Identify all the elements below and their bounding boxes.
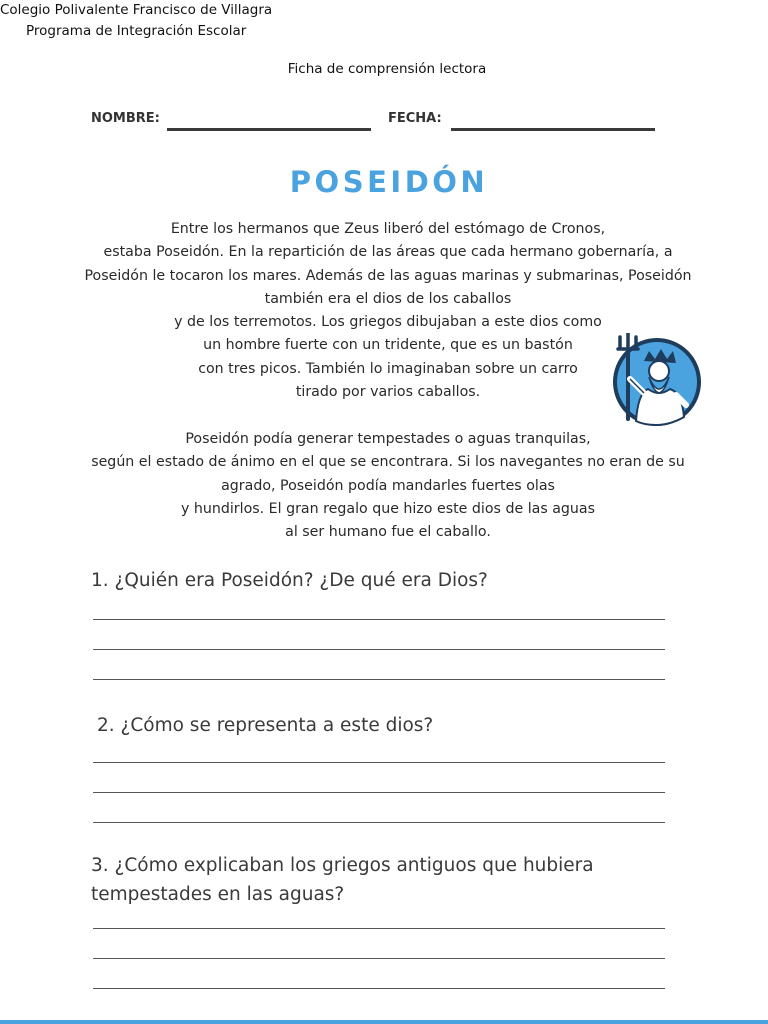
date-field-line[interactable] — [451, 128, 655, 131]
name-field-line[interactable] — [167, 128, 371, 131]
answer-line[interactable] — [93, 792, 665, 793]
paragraph-line: y de los terremotos. Los griegos dibujaban a este dios como — [174, 314, 602, 331]
paragraph-line: según el estado de ánimo en el que se encontrara. Si los navegantes no eran de su — [91, 454, 685, 471]
question-text: 1. ¿Quién era Poseidón? ¿De qué era Dios? — [91, 570, 488, 591]
poseidon-trident-emblem-icon — [608, 333, 702, 427]
paragraph-2 — [60, 428, 716, 544]
question-2 — [97, 711, 433, 740]
answer-line[interactable] — [93, 762, 665, 763]
date-label: FECHA: — [388, 111, 442, 126]
paragraph-line: agrado, Poseidón podía mandarles fuertes olas — [221, 477, 555, 494]
paragraph-line: Poseidón podía generar tempestades o aguas tranquilas, — [185, 431, 591, 447]
answer-line[interactable] — [93, 679, 665, 680]
paragraph-line: al ser humano fue el caballo. — [285, 524, 491, 541]
answer-line[interactable] — [93, 649, 665, 650]
bottom-accent-bar — [0, 1020, 768, 1024]
answer-line[interactable] — [93, 988, 665, 989]
paragraph-line: estaba Poseidón. En la repartición de las áreas que cada hermano gobernaría, a — [103, 244, 673, 261]
question-text: 3. ¿Cómo explicaban los griegos antiguos que hubiera — [91, 855, 594, 876]
school-name: Colegio Polivalente Francisco de Villagra — [0, 2, 273, 18]
paragraph-line: tirado por varios caballos. — [295, 384, 481, 401]
answer-line[interactable] — [93, 928, 665, 929]
question-text: 2. ¿Cómo se representa a este dios? — [97, 715, 434, 736]
answer-line[interactable] — [93, 619, 665, 620]
sheet-title: Ficha de comprensión lectora — [287, 61, 487, 77]
paragraph-line: Entre los hermanos que Zeus liberó del estómago de Cronos, — [170, 221, 606, 237]
program-name: Programa de Integración Escolar — [26, 23, 247, 39]
question-3 — [91, 851, 594, 909]
answer-line[interactable] — [93, 822, 665, 823]
question-text: tempestades en las aguas? — [91, 884, 345, 905]
answer-line[interactable] — [93, 958, 665, 959]
page-title: POSEIDÓN — [289, 165, 489, 199]
question-1 — [91, 566, 488, 595]
name-label: NOMBRE: — [91, 111, 160, 126]
paragraph-line: también era el dios de los caballos — [264, 290, 512, 307]
paragraph-line: un hombre fuerte con un tridente, que es un bastón — [203, 337, 573, 354]
paragraph-line: con tres picos. También lo imaginaban sobre un carro — [198, 360, 578, 377]
paragraph-line: y hundirlos. El gran regalo que hizo este dios de las aguas — [180, 500, 596, 517]
school-header — [0, 0, 272, 42]
paragraph-line: Poseidón le tocaron los mares. Además de las aguas marinas y submarinas, Poseidón — [84, 267, 692, 284]
